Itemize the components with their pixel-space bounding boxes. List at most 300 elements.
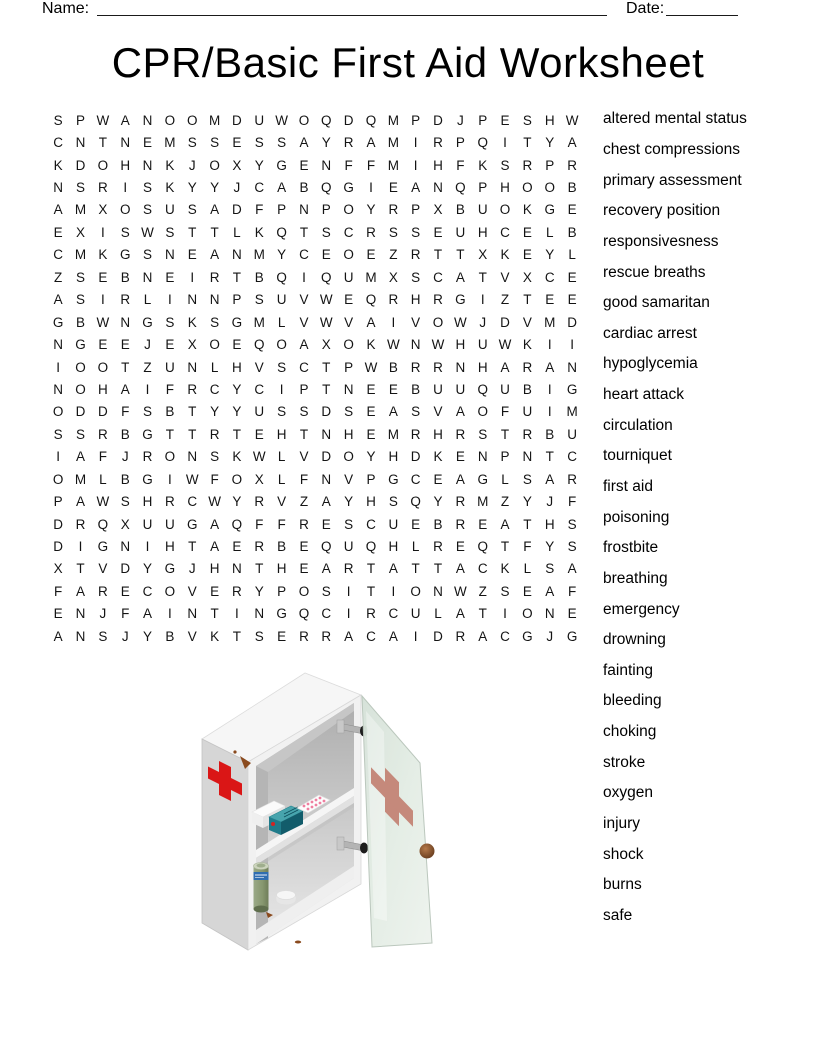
grid-letter: A [455,606,465,622]
grid-letter: K [165,157,175,173]
grid-letter: F [121,404,130,420]
grid-letter: I [123,180,128,196]
grid-letter: I [168,292,172,308]
grid-letter: O [97,359,109,375]
grid-letter: N [567,359,577,375]
grid-letter: C [343,224,354,240]
grid-letter: A [143,606,153,622]
grid-letter: U [410,606,421,622]
grid-letter: G [142,471,153,487]
grid-letter: U [500,381,510,397]
grid-letter: V [500,269,510,285]
grid-letter: N [142,157,153,173]
grid-letter: R [433,292,443,308]
grid-letter: E [321,516,331,532]
grid-letter: E [232,539,242,555]
grid-letter: R [455,426,466,442]
grid-letter: E [299,157,309,173]
grid-letter: S [120,224,130,240]
grid-letter: Q [477,381,488,397]
grid-letter: R [165,494,175,510]
grid-letter: S [187,202,197,218]
grid-letter: Y [545,135,555,151]
grid-letter: F [344,157,353,173]
grid-letter: U [165,516,175,532]
grid-letter: O [119,202,131,218]
grid-letter: B [277,539,287,555]
grid-letter: Y [366,202,376,218]
grid-letter: R [232,583,242,599]
grid-letter: E [545,292,555,308]
grid-letter: I [56,359,61,375]
grid-letter: S [277,404,287,420]
grid-letter: A [478,628,488,644]
grid-letter: I [480,292,485,308]
grid-letter: L [99,471,107,487]
grid-letter: W [453,583,467,599]
grid-letter: D [343,112,354,128]
grid-letter: A [210,516,220,532]
grid-letter: S [522,471,532,487]
grid-letter: C [366,628,376,644]
grid-letter: C [321,606,332,622]
grid-letter: V [187,583,197,599]
grid-letter: U [388,516,399,532]
name-blank-line[interactable] [97,0,607,16]
grid-letter: S [344,404,354,420]
grid-letter: S [277,135,287,151]
grid-letter: L [143,292,152,308]
grid-letter: R [410,359,421,375]
round-jar [277,891,296,905]
grid-letter: N [433,180,443,196]
word-list-item: tourniquet [603,447,672,465]
grid-letter: I [100,224,105,240]
grid-letter: H [455,337,466,353]
grid-letter: K [522,337,532,353]
grid-letter: I [413,157,418,173]
grid-letter: D [120,561,131,577]
door-knob [420,844,435,859]
word-list-item: good samaritan [603,294,710,312]
grid-letter: I [503,135,507,151]
grid-letter: E [165,337,175,353]
grid-letter: S [344,516,354,532]
grid-letter: X [232,157,242,173]
grid-letter: A [76,583,86,599]
grid-letter: A [545,471,555,487]
grid-letter: T [500,426,510,442]
grid-letter: R [522,426,533,442]
grid-letter: W [565,112,579,128]
grid-letter: F [98,449,107,465]
word-list-item: fainting [603,661,653,679]
grid-letter: G [164,561,176,577]
grid-letter: E [366,426,376,442]
grid-letter: K [165,180,175,196]
grid-letter: S [545,561,555,577]
grid-letter: L [545,224,554,240]
grid-letter: E [187,247,197,263]
grid-letter: L [277,471,286,487]
grid-letter: C [477,561,488,577]
grid-letter: H [388,449,399,465]
grid-letter: A [53,628,63,644]
grid-letter: T [165,426,175,442]
grid-letter: U [142,516,153,532]
grid-letter: W [185,471,199,487]
grid-letter: J [99,606,107,622]
grid-letter: C [433,269,443,285]
grid-letter: P [344,359,354,375]
grid-letter: U [165,359,175,375]
grid-letter: Y [522,494,532,510]
grid-letter: U [522,404,533,420]
cabinet-door [362,696,435,947]
grid-letter: Z [299,494,309,510]
grid-letter: T [98,135,107,151]
grid-letter: S [143,180,153,196]
grid-letter: E [98,337,108,353]
grid-letter: I [78,539,83,555]
grid-letter: O [522,180,533,196]
grid-letter: Q [97,516,109,532]
grid-letter: E [53,224,63,240]
grid-letter: S [321,224,331,240]
grid-letter: S [53,426,63,442]
grid-letter: O [276,337,287,353]
word-list-item: hypoglycemia [603,355,698,373]
date-blank-line[interactable] [666,0,738,16]
grid-letter: H [366,494,376,510]
grid-letter: J [188,561,196,577]
grid-letter: A [53,202,63,218]
grid-letter: F [299,471,309,487]
grid-letter: D [500,314,510,330]
grid-letter: C [187,494,198,510]
grid-letter: A [299,135,309,151]
word-list-item: injury [603,815,641,833]
grid-letter: Q [321,539,332,555]
grid-letter: S [165,314,175,330]
grid-letter: M [387,426,399,442]
grid-letter: P [411,202,421,218]
grid-letter: H [544,516,555,532]
grid-letter: I [391,583,396,599]
grid-letter: U [477,202,488,218]
grid-letter: X [522,269,532,285]
grid-letter: N [343,381,354,397]
grid-letter: H [209,561,220,577]
grid-letter: C [299,359,309,375]
grid-letter: N [53,381,64,397]
grid-letter: V [344,314,354,330]
grid-letter: G [388,471,399,487]
grid-letter: M [253,314,265,330]
grid-letter: I [346,583,351,599]
grid-letter: T [232,628,242,644]
grid-letter: C [388,606,399,622]
grid-letter: W [319,292,333,308]
grid-letter: A [321,494,331,510]
grid-letter: A [120,381,130,397]
grid-letter: D [232,202,242,218]
grid-letter: G [186,516,198,532]
grid-letter: D [410,449,421,465]
grid-letter: S [254,292,264,308]
grid-letter: Y [210,404,220,420]
grid-letter: O [477,404,488,420]
word-list-item: cardiac arrest [603,324,697,342]
word-list-item: primary assessment [603,171,742,189]
grid-letter: R [209,269,220,285]
grid-letter: C [567,449,577,465]
grid-letter: U [254,112,265,128]
grid-letter: E [120,337,130,353]
grid-letter: O [432,314,444,330]
grid-letter: I [235,606,239,622]
grid-letter: Q [365,292,377,308]
grid-letter: N [232,561,242,577]
grid-letter: B [299,180,309,196]
grid-letter: F [121,606,130,622]
grid-letter: L [233,224,241,240]
grid-letter: S [76,269,86,285]
grid-letter: R [455,628,466,644]
grid-letter: W [498,337,512,353]
grid-letter: M [253,247,265,263]
word-search-grid [47,109,583,648]
grid-letter: P [277,202,287,218]
grid-letter: A [210,539,220,555]
grid-letter: E [165,269,175,285]
grid-letter: K [478,157,488,173]
grid-letter: X [321,337,331,353]
grid-letter: R [410,247,421,263]
grid-letter: F [255,516,264,532]
grid-letter: G [276,606,287,622]
spray-can [254,863,269,913]
grid-letter: S [165,224,175,240]
grid-letter: O [298,583,310,599]
grid-letter: R [388,292,399,308]
grid-letter: Z [54,269,63,285]
word-list-item: poisoning [603,508,670,526]
grid-letter: H [410,292,421,308]
grid-letter: P [321,202,331,218]
grid-letter: J [144,337,151,353]
grid-letter: V [299,314,309,330]
grid-letter: T [411,561,420,577]
grid-letter: P [478,112,488,128]
grid-letter: G [544,202,555,218]
grid-letter: T [188,224,197,240]
grid-letter: S [567,516,577,532]
grid-letter: L [411,539,420,555]
grid-letter: Y [143,561,153,577]
grid-letter: H [142,494,153,510]
grid-letter: T [188,539,197,555]
grid-letter: V [98,561,108,577]
grid-letter: I [547,381,552,397]
grid-letter: P [545,157,555,173]
grid-letter: E [522,247,532,263]
grid-letter: Q [365,539,377,555]
grid-letter: T [523,135,532,151]
grid-letter: C [500,628,510,644]
grid-letter: S [522,112,532,128]
grid-letter: E [388,381,398,397]
grid-letter: M [208,112,221,128]
grid-letter: Q [365,112,377,128]
grid-letter: P [232,292,242,308]
grid-letter: L [523,561,532,577]
grid-letter: T [366,561,376,577]
grid-letter: D [75,157,86,173]
word-list [603,104,747,931]
grid-letter: J [121,628,129,644]
grid-letter: A [76,449,86,465]
grid-letter: S [411,404,421,420]
grid-letter: T [232,269,242,285]
grid-letter: W [319,314,333,330]
grid-letter: Q [455,180,466,196]
grid-letter: B [165,404,175,420]
grid-letter: S [478,426,488,442]
grid-letter: F [255,202,264,218]
grid-letter: B [455,202,465,218]
grid-letter: G [343,180,354,196]
grid-letter: F [277,516,286,532]
grid-letter: T [523,516,532,532]
grid-letter: M [365,269,377,285]
grid-letter: K [232,449,242,465]
grid-letter: L [277,314,286,330]
grid-letter: R [343,561,354,577]
grid-letter: W [431,337,445,353]
grid-letter: I [391,314,396,330]
grid-letter: O [52,471,64,487]
grid-letter: O [298,112,310,128]
grid-letter: I [145,539,150,555]
grid-letter: T [456,247,465,263]
grid-letter: P [366,471,376,487]
grid-letter: E [500,112,510,128]
grid-letter: R [254,539,265,555]
grid-letter: U [455,224,466,240]
grid-letter: E [522,583,532,599]
grid-letter: E [366,247,376,263]
word-list-item: frostbite [603,539,659,557]
grid-letter: N [254,606,265,622]
grid-letter: Q [321,180,332,196]
word-list-item: emergency [603,600,680,618]
grid-letter: S [210,135,220,151]
grid-letter: C [254,180,265,196]
grid-letter: T [232,426,242,442]
grid-letter: C [500,224,510,240]
grid-letter: A [321,561,331,577]
grid-letter: S [143,404,153,420]
grid-letter: D [53,516,64,532]
grid-letter: K [98,247,108,263]
grid-letter: L [277,449,286,465]
grid-letter: Q [298,606,310,622]
grid-letter: F [567,494,577,510]
grid-letter: M [544,314,556,330]
grid-letter: H [165,539,175,555]
grid-letter: P [76,112,86,128]
grid-letter: A [366,135,376,151]
grid-letter: R [254,494,265,510]
grid-letter: N [232,247,242,263]
grid-letter: E [567,606,577,622]
grid-letter: Z [478,583,487,599]
grid-letter: O [164,583,176,599]
grid-letter: M [74,202,87,218]
grid-letter: R [299,628,309,644]
grid-letter: K [433,449,443,465]
grid-letter: T [523,292,532,308]
grid-letter: F [54,583,63,599]
grid-letter: I [168,606,172,622]
grid-letter: N [321,157,332,173]
grid-letter: F [165,381,175,397]
grid-letter: A [120,112,130,128]
grid-letter: M [387,112,399,128]
grid-letter: A [53,292,63,308]
grid-letter: O [544,180,555,196]
grid-letter: X [76,224,86,240]
grid-letter: X [254,471,264,487]
grid-letter: J [188,157,196,173]
grid-letter: Z [500,494,510,510]
grid-letter: M [477,494,489,510]
grid-letter: G [566,381,578,397]
grid-letter: B [76,314,86,330]
grid-letter: O [499,202,511,218]
grid-letter: E [455,449,465,465]
grid-letter: R [120,292,131,308]
grid-letter: S [254,628,264,644]
grid-letter: Q [231,516,243,532]
grid-letter: B [545,426,555,442]
grid-letter: R [366,224,376,240]
grid-letter: G [142,314,153,330]
grid-letter: V [277,494,287,510]
word-list-item: drowning [603,631,666,649]
grid-letter: X [478,247,488,263]
grid-letter: C [410,471,421,487]
grid-letter: Y [433,494,443,510]
grid-letter: R [209,426,220,442]
grid-letter: H [97,381,108,397]
grid-letter: A [388,404,398,420]
word-list-item: recovery position [603,202,721,220]
grid-letter: I [413,628,418,644]
grid-letter: R [75,516,86,532]
grid-letter: U [165,202,175,218]
grid-letter: H [232,359,242,375]
grid-letter: H [276,426,287,442]
grid-letter: N [522,449,533,465]
grid-letter: E [254,426,264,442]
grid-letter: A [500,516,510,532]
grid-letter: R [388,202,399,218]
grid-letter: K [254,224,264,240]
grid-letter: W [364,359,378,375]
grid-letter: I [190,269,195,285]
